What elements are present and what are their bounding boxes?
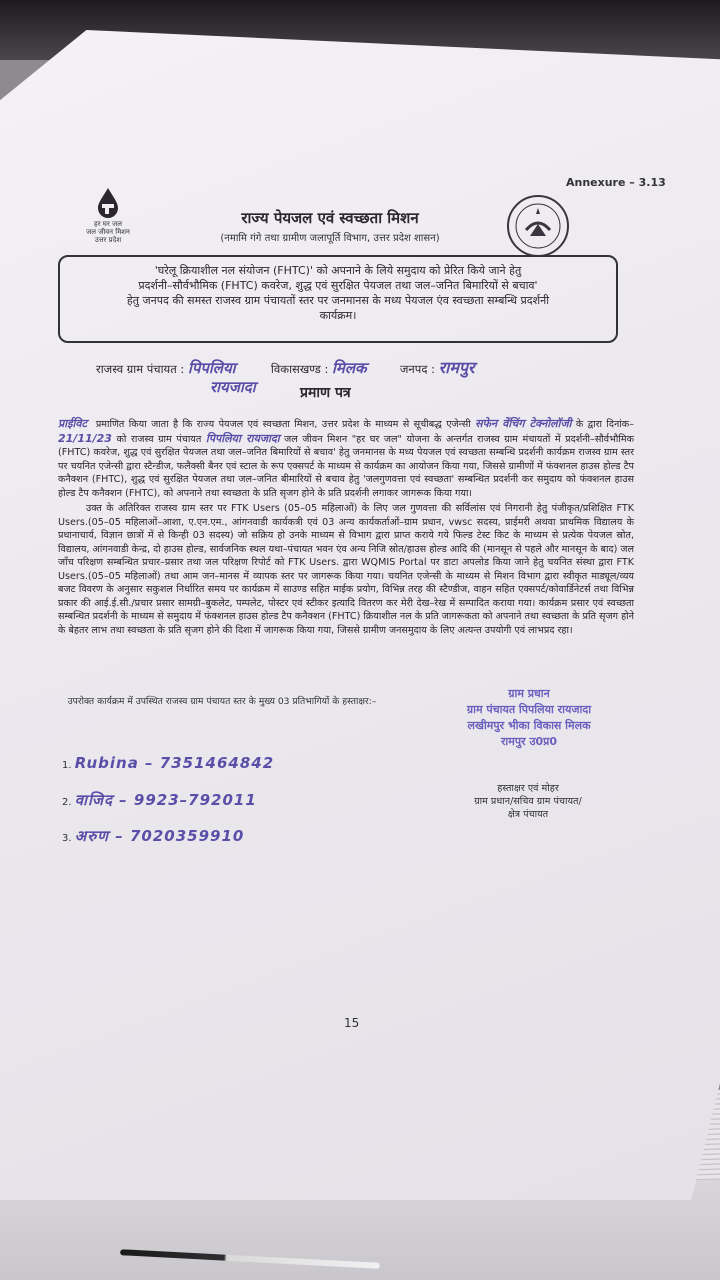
gram-pradhan-stamp: [424, 686, 634, 750]
representative-2: [62, 790, 257, 810]
panchayat-label: राजस्व ग्राम पंचायत :: [96, 362, 185, 376]
district-value: रामपुर: [438, 358, 475, 377]
annexure-label: Annexure – 3.13: [566, 176, 666, 189]
banner-line-1: 'घरेलू क्रियाशील नल संयोजन (FHTC)' को अपनाने के लिये समुदाय को प्रेरित किये जाने हेतु: [154, 264, 522, 277]
rep-number: 3.: [62, 833, 72, 844]
page-number: 15: [344, 1016, 360, 1030]
representative-3: [62, 826, 244, 846]
mission-title: राज्य पेयजल एवं स्वच्छता मिशन: [241, 209, 419, 227]
mission-subtitle: (नमामि गंगे तथा ग्रामीण जलापूर्ति विभाग, उत्तर प्रदेश शासन): [220, 233, 440, 244]
stamp-line-1: ग्राम प्रधान: [508, 687, 550, 700]
rep-number: 2.: [62, 797, 72, 808]
program-banner-box: [58, 255, 618, 343]
body-p1-d: जल जीवन मिशन "हर घर जल" योजना के अन्तर्गत राजस्व ग्राम मंचायतों में प्रदर्शनी–सौर्वभौमिक (FHTC) कवरेज, शुद्ध एवं सुरक्षित पेयजल तथा जल–जनित बिमारियों से बचाव' हेतु जनमानस के मध्य पेयजल एवं स्वच्छता सम्बन्धि प्रदर्शनी कार्यक्रम राजस्व ग्राम स्तर पर चयनित एजेन्सी द्वारा स्टैन्डीज, फलैक्सी बैनर एवं स्टाल के रूप एक्सपर्ट के माध्यम से कार्यक्रम का आयोजन किया गया, जिससे ग्रामीणों में फंक्शनल हाउस होल्ड टैप कनैक्शन (FHTC), शुद्ध एवं सुरक्षित पेयजल तथा जल–जनित बीमारियों से बचाव हेतु 'जलगुणवत्ता एवं स्वच्छता' सम्बन्धित प्रदर्शनी कर समुदाय को फंक्शनल हाउस होल्ड टैप कनैक्शन (FHTC), को अपनाने तथा स्वच्छता के प्रति सृजग होने के प्रति प्रदर्शनी लगाकर जागरूक किया गया।: [58, 433, 634, 499]
agency-name-handwritten: सफेन वेंचिंग टेक्नोलॉजी: [475, 417, 572, 430]
logo-line-1: हर घर जल: [94, 220, 122, 228]
sign-line-1: हस्ताक्षर एवं मोहर: [497, 783, 559, 794]
panchayat-value: पिपलिया: [187, 359, 236, 377]
logo-line-2: जल जीवन मिशन: [86, 228, 130, 236]
representative-1: [62, 754, 274, 772]
body-paragraph-1: [58, 417, 634, 500]
panchayat-value-2: रायजादा: [210, 378, 256, 396]
stamp-line-3: लखीमपुर भीका विकास मिलक: [467, 719, 591, 732]
rep-signature: वाजिद – 9923–792011: [74, 791, 257, 809]
stamp-line-2: ग्राम पंचायत पिपलिया रायजादा: [466, 703, 592, 716]
body-paragraph-2: उक्त के अतिरिक्त राजस्व ग्राम स्तर पर FTK Users (05–05 महिलाओं) के लिए जल गुणवत्ता की सर्विलांस एवं निगरानी हेतु पंजीकृत/प्रशिक्षित FTK Users.(05–05 महिलाओं–आशा, ए.एन.एम., आंगनवाडी कार्यकत्री एवं 03 अन्य कार्यकर्ताओं–ग्राम प्रधान, vwsc सदस्य, प्राईमरी अथवा प्राथमिक विद्यालय के प्रधानाचार्य, विज्ञान छात्रों में से किन्ही 03 सदस्य) जो सक्रिय हो उनके माध्यम से विभाग द्वारा प्राप्त कराये गये फिल्ड टेस्ट किट के माध्यम से प्रत्येक पेयजल स्रोत, विद्यालय, आंगनवाडी केन्द्र, दो हाउस होल्ड, सार्वजनिक स्थल यथा–पंचायत भवन एंव अन्य निजि स्रोत/हाउस होल्ड आदि की (मानसून से पहले और मानसून के बाद) जल जाँच परिक्षण सम्बन्धित प्रचार–प्रसार तथा जल परिक्षण रिपोर्ट को FTK Users. द्वारा WQMIS Portal पर डाटा अपलोड किया जाने हेतु चयनित संस्था द्वारा FTK Users.(05–05 महिलाओं) तथा आम जन–मानस में व्यापक स्तर पर जागरूक किया गया। चयनित एजेन्सी के माध्यम से मिशन विभाग द्वारा स्वीकृत माड्यूल/व्यय बजट विवरण के अनुसार सकुशल निर्धारित समय पर कार्यक्रम में साउण्ड सहित माईक प्रयोग, विभिन्न तरह की स्टैण्डीज, वाहन सहित एक्सपर्ट/कोवार्डिनेटर्स तथा विभिन्न प्रकार की आई.ई.सी./प्रचार प्रसार सामग्री–बुकलेट, पम्पलेट, पोस्टर एवं स्टीकर इत्यादि वितरण कर मेरी देख–रेख में सम्पादित कराया गया। कार्यक्रम प्रसार एवं स्वच्छता सम्बन्धित प्रदर्शनी के माध्यम से समुदाय में फंक्शनल हाउस होल्ड टैप कनैक्शन (FHTC) क्रियाशील नल के प्रति जागरूकता को अपनाने तथा स्वच्छता के प्रति सृजग होने के बेहतर लाभ तथा स्वच्छता के प्रति सृजग होने की दिशा में जागरूक किया गया, जिससे ग्रामीण जनसमुदाय के लिए अत्यन्त उपयोगी एवं लाभप्रद रहा।: [58, 503, 634, 636]
gram-panchayat-handwritten: पिपलिया रायजादा: [205, 431, 280, 445]
tap-water-drop-icon: [90, 186, 126, 220]
banner-line-2: प्रदर्शनी–सौर्वभौमिक (FHTC) कवरेज, शुद्ध एवं सुरक्षित पेयजल तथा जल–जनित बिमारियों से बचाव': [138, 279, 538, 292]
banner-line-4: कार्यक्रम।: [319, 309, 357, 322]
block-value: मिलक: [332, 359, 367, 377]
margin-handwritten-note: प्राईविट: [58, 417, 88, 430]
logo-line-3: उत्तर प्रदेश: [94, 236, 122, 244]
certificate-body: [58, 417, 634, 639]
district-label: जनपद :: [399, 362, 435, 376]
har-ghar-jal-logo: [78, 186, 138, 244]
signature-block: [418, 782, 638, 821]
location-fields: [96, 356, 616, 378]
body-p1-c: को राजस्व ग्राम पंचायत: [116, 433, 202, 445]
sign-line-2: ग्राम प्रधान/सचिव ग्राम पंचायत/: [474, 796, 582, 807]
date-handwritten: 21/11/23: [58, 431, 112, 445]
rep-number: 1.: [62, 760, 72, 771]
rep-signature: अरुण – 7020359910: [74, 827, 245, 845]
rep-signature: Rubina – 7351464842: [74, 754, 275, 772]
stamp-line-4: रामपुर उ0प्र0: [500, 735, 558, 748]
representatives-label: उपरोक्त कार्यक्रम में उपस्थित राजस्व ग्राम पंचायत स्तर के मुख्य 03 प्रतिभागियों के हस्ताक्षर:–: [67, 696, 377, 707]
banner-line-3: हेतु जनपद की समस्त राजस्व ग्राम पंचायतों स्तर पर जनमानस के मध्य पेयजल एंव स्वच्छता सम्बन्धि प्रदर्शनी: [126, 294, 550, 307]
body-p1-b: के द्वारा दिनांक–: [575, 419, 634, 430]
block-label: विकासखण्ड :: [270, 362, 329, 376]
certificate-title: प्रमाण पत्र: [300, 385, 351, 401]
body-p1-a: प्रमाणित किया जाता है कि राज्य पेयजल एवं स्वच्छता मिशन, उत्तर प्रदेश के माध्यम से सूचीबद्ध एजेन्सी: [95, 419, 471, 430]
sign-line-3: क्षेत्र पंचायत: [507, 809, 549, 820]
